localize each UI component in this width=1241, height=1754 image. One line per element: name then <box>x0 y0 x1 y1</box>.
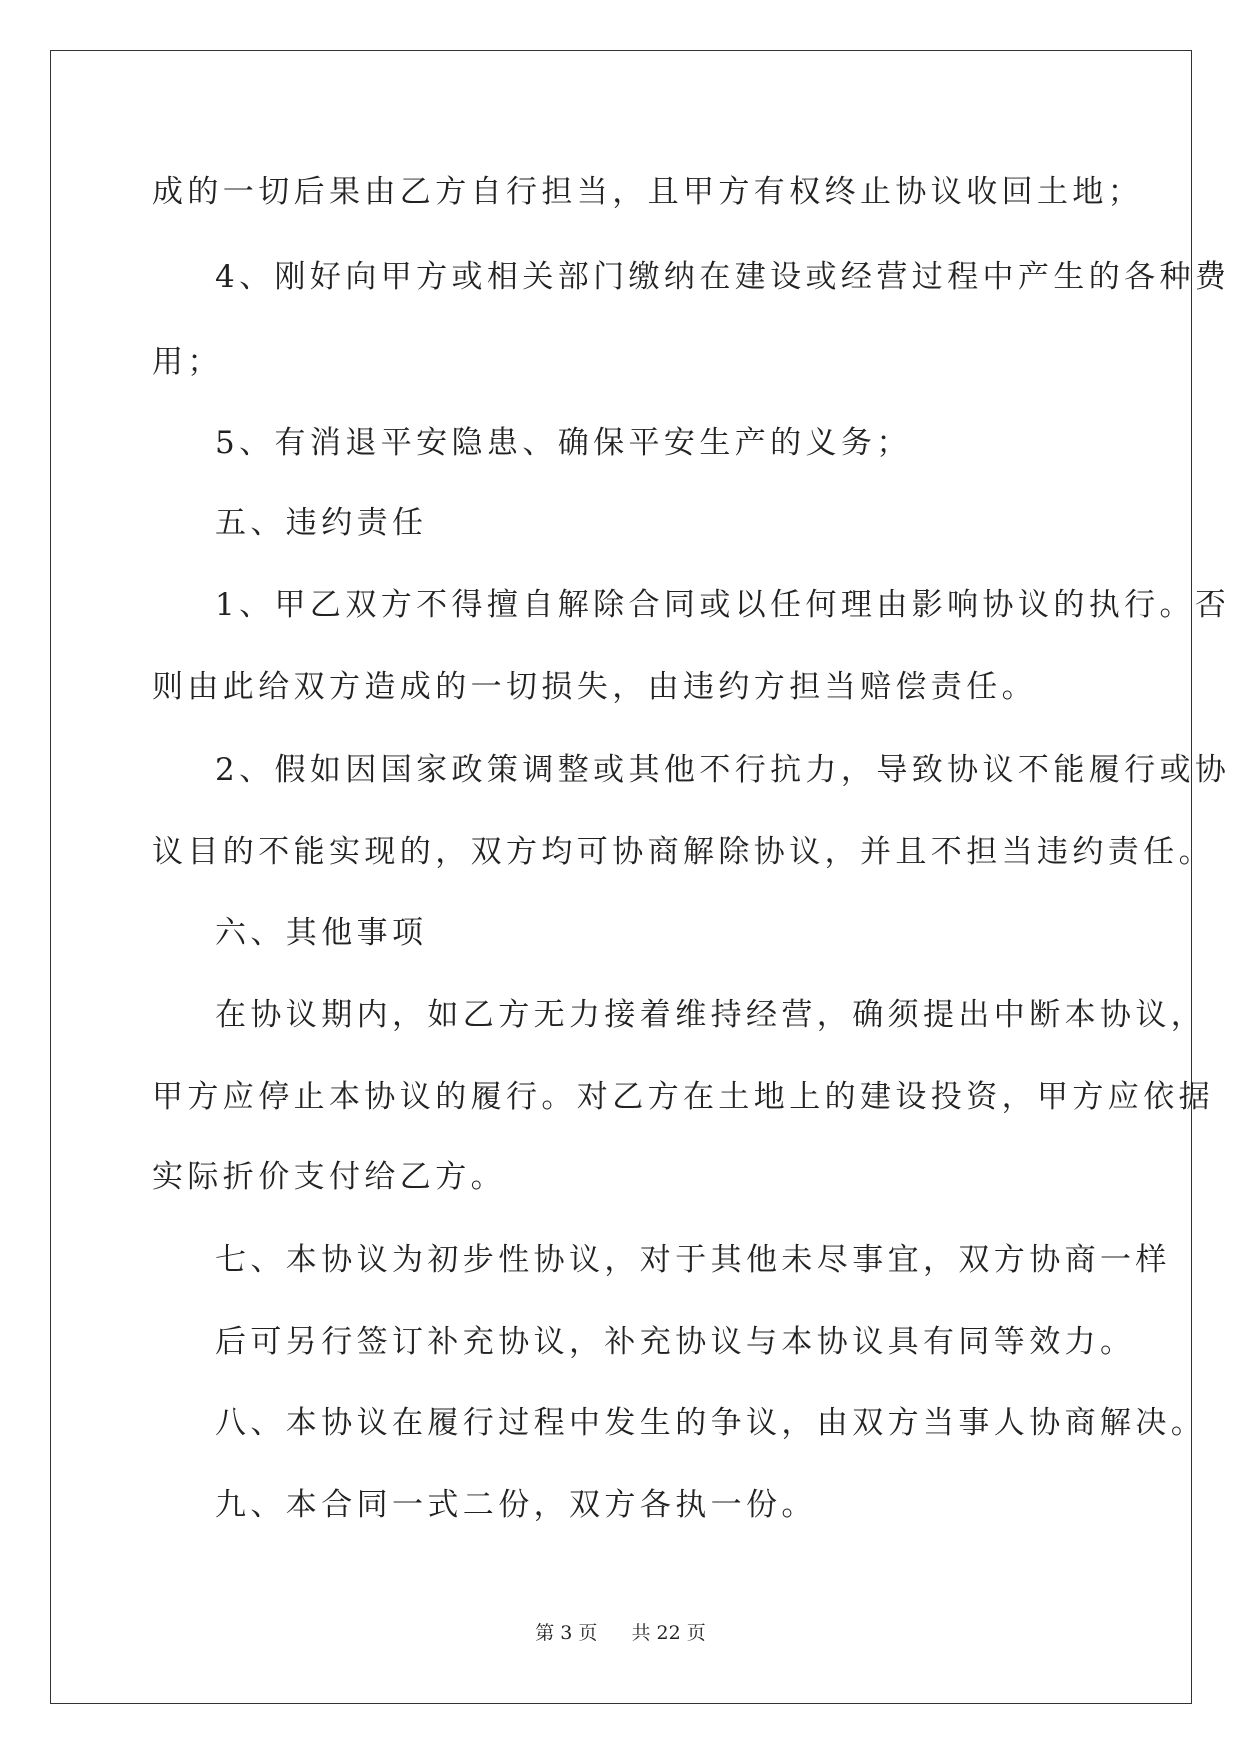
body-text-line: 2、假如因国家政策调整或其他不行抗力，导致协议不能履行或协 <box>215 752 1231 788</box>
body-text-line: 在协议期内，如乙方无力接着维持经营，确须提出中断本协议， <box>215 997 1207 1033</box>
section-heading: 五、违约责任 <box>215 505 428 541</box>
body-text-line: 议目的不能实现的，双方均可协商解除协议，并且不担当违约责任。 <box>152 834 1214 870</box>
body-text-line: 4、刚好向甲方或相关部门缴纳在建设或经营过程中产生的各种费 <box>215 259 1231 295</box>
page-border <box>50 50 1192 1704</box>
body-text-line: 实际折价支付给乙方。 <box>152 1159 506 1195</box>
body-text-line: 八、本协议在履行过程中发生的争议，由双方当事人协商解决。 <box>215 1405 1207 1441</box>
body-text-line: 甲方应停止本协议的履行。对乙方在土地上的建设投资，甲方应依据 <box>152 1079 1214 1115</box>
section-heading: 六、其他事项 <box>215 915 428 951</box>
body-text-line: 1、甲乙双方不得擅自解除合同或以任何理由影响协议的执行。否 <box>215 587 1231 623</box>
body-text-line: 九、本合同一式二份，双方各执一份。 <box>215 1487 817 1523</box>
body-text-line: 七、本协议为初步性协议，对于其他未尽事宜，双方协商一样 <box>215 1242 1171 1278</box>
body-text-line: 则由此给双方造成的一切损失，由违约方担当赔偿责任。 <box>152 669 1037 705</box>
body-text-line: 后可另行签订补充协议，补充协议与本协议具有同等效力。 <box>215 1324 1136 1360</box>
page-number-label: 第 3 页 <box>535 1622 598 1644</box>
page-footer <box>0 1621 1241 1645</box>
body-text-line: 成的一切后果由乙方自行担当，且甲方有权终止协议收回土地； <box>152 174 1144 210</box>
page-total-label: 共 22 页 <box>631 1622 706 1644</box>
body-text-line: 用； <box>152 344 223 380</box>
body-text-line: 5、有消退平安隐患、确保平安生产的义务； <box>215 425 912 461</box>
